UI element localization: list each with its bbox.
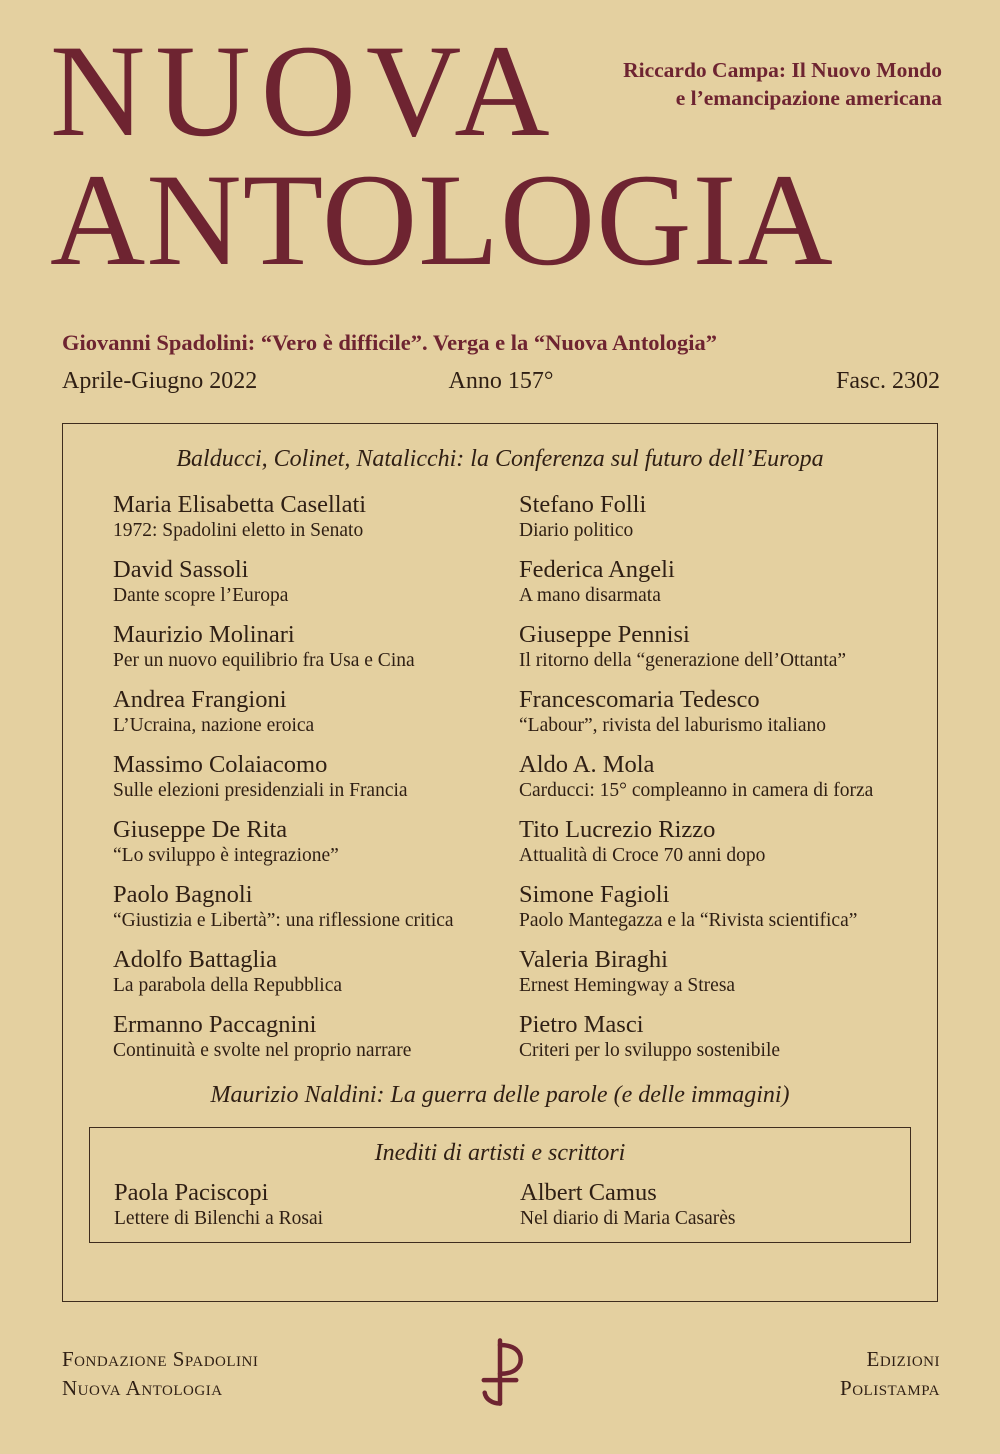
author-name: Pietro Masci: [519, 1011, 644, 1038]
title-line-2: ANTOLOGIA: [50, 146, 834, 294]
author-name: Stefano Folli: [519, 491, 647, 518]
issue-year: Anno 157°: [448, 368, 554, 394]
banner-line-1: Riccardo Campa: Il Nuovo Mondo: [623, 58, 942, 82]
author-name: Aldo A. Mola: [519, 751, 655, 778]
article-title: A mano disarmata: [519, 585, 661, 606]
toc-entry: [113, 751, 519, 802]
toc-entry: [114, 1179, 520, 1230]
author-name: David Sassoli: [113, 556, 249, 583]
publisher-foundation: [62, 1345, 258, 1402]
publisher-imprint: [840, 1345, 940, 1402]
toc-entry: [519, 621, 937, 672]
article-title: Ernest Hemingway a Stresa: [519, 975, 736, 996]
article-title: 1972: Spadolini eletto in Senato: [113, 520, 364, 541]
toc-entry: [113, 621, 519, 672]
author-name: Simone Fagioli: [519, 881, 670, 908]
article-title: Paolo Mantegazza e la “Rivista scientifica”: [519, 910, 858, 931]
author-name: Maurizio Molinari: [113, 621, 295, 648]
author-name: Tito Lucrezio Rizzo: [519, 816, 716, 843]
toc-entry: [113, 946, 519, 997]
author-name: Francescomaria Tedesco: [519, 686, 760, 713]
inediti-section: [89, 1127, 911, 1243]
toc-entry: [113, 686, 519, 737]
article-title: L’Ucraina, nazione eroica: [113, 715, 315, 736]
article-title: Diario politico: [519, 520, 634, 541]
toc-entry: [113, 491, 519, 542]
toc-lead: Balducci, Colinet, Natalicchi: la Conferenza sul futuro dell’Europa: [176, 446, 824, 472]
article-title: Sulle elezioni presidenziali in Francia: [113, 780, 408, 801]
author-name: Albert Camus: [520, 1179, 657, 1206]
author-name: Paolo Bagnoli: [113, 881, 253, 908]
author-name: Giuseppe De Rita: [113, 816, 288, 843]
article-title: Attualità di Croce 70 anni dopo: [519, 845, 766, 866]
foundation-line-2: Nuova Antologia: [62, 1375, 223, 1400]
foundation-line-1: Fondazione Spadolini: [62, 1347, 259, 1372]
toc-columns: [63, 491, 937, 1076]
article-title: “Giustizia e Libertà”: una riflessione critica: [113, 910, 454, 931]
issue-row: [62, 368, 940, 395]
toc-entry: [113, 816, 519, 867]
author-name: Ermanno Paccagnini: [113, 1011, 317, 1038]
title-line-1: NUOVA: [50, 17, 560, 164]
article-title: Lettere di Bilenchi a Rosai: [114, 1208, 324, 1229]
inediti-heading: Inediti di artisti e scrittori: [374, 1140, 626, 1166]
article-title: “Lo sviluppo è integrazione”: [113, 845, 339, 866]
toc-entry: [519, 946, 937, 997]
toc-entry: [113, 881, 519, 932]
article-title: Nel diario di Maria Casarès: [520, 1208, 736, 1229]
toc-entry: [519, 1011, 937, 1062]
author-name: Paola Paciscopi: [114, 1179, 269, 1206]
article-title: Per un nuovo equilibrio fra Usa e Cina: [113, 650, 415, 671]
author-name: Massimo Colaiacomo: [113, 751, 328, 778]
inediti-columns: [90, 1179, 910, 1230]
toc-left-column: [113, 491, 519, 1076]
imprint-line-2: Polistampa: [840, 1375, 940, 1400]
issue-fascicle: Fasc. 2302: [836, 368, 941, 394]
article-title: Carducci: 15° compleanno in camera di forza: [519, 780, 874, 801]
article-title: Continuità e svolte nel proprio narrare: [113, 1040, 412, 1061]
toc-entry: [519, 816, 937, 867]
toc-entry: [519, 556, 937, 607]
author-name: Adolfo Battaglia: [113, 946, 277, 973]
inediti-right: [520, 1179, 910, 1230]
article-title: Criteri per lo sviluppo sostenibile: [519, 1040, 781, 1061]
toc-entry: [519, 751, 937, 802]
author-name: Valeria Biraghi: [519, 946, 668, 973]
issue-period: Aprile-Giugno 2022: [62, 368, 258, 394]
author-name: Andrea Frangioni: [113, 686, 287, 713]
toc-right-column: [519, 491, 937, 1076]
subtitle: Giovanni Spadolini: “Vero è difficile”. Verga e la “Nuova Antologia”: [62, 330, 718, 355]
polistampa-logo-icon: [473, 1336, 527, 1408]
toc-entry: [519, 491, 937, 542]
banner-line-2: e l’emancipazione americana: [675, 86, 942, 111]
toc-entry: [113, 1011, 519, 1062]
toc-entry: [520, 1179, 910, 1230]
inediti-left: [114, 1179, 520, 1230]
author-name: Giuseppe Pennisi: [519, 621, 690, 648]
author-name: Maria Elisabetta Casellati: [113, 491, 367, 518]
toc-entry: [519, 881, 937, 932]
journal-title: [50, 17, 834, 294]
toc-note: Maurizio Naldini: La guerra delle parole (e delle immagini): [210, 1082, 790, 1108]
article-title: “Labour”, rivista del laburismo italiano: [519, 715, 827, 736]
article-title: Il ritorno della “generazione dell’Ottanta”: [519, 650, 847, 671]
toc-entry: [113, 556, 519, 607]
toc-entry: [519, 686, 937, 737]
article-title: La parabola della Repubblica: [113, 975, 343, 996]
article-title: Dante scopre l’Europa: [113, 585, 289, 606]
author-name: Federica Angeli: [519, 556, 675, 583]
table-of-contents: [62, 423, 938, 1302]
imprint-line-1: Edizioni: [866, 1347, 940, 1372]
